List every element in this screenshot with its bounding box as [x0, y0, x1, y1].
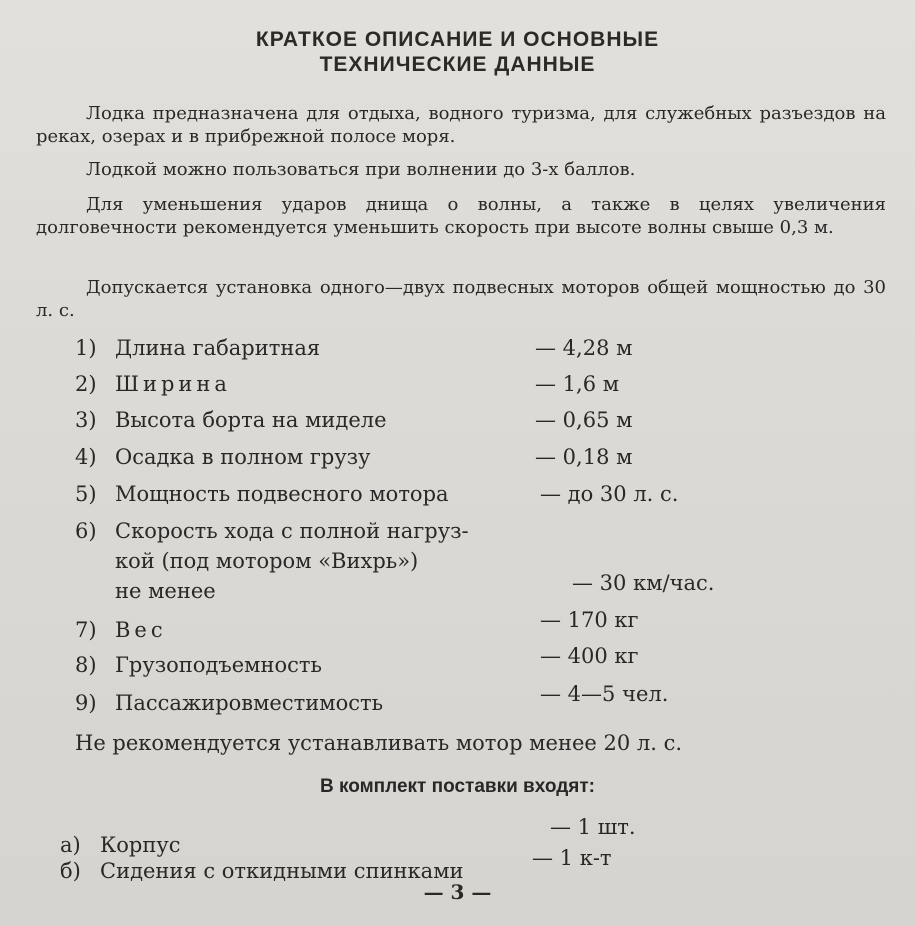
spec-label: Грузоподъемность — [115, 653, 322, 677]
note: Не рекомендуется устанавливать мотор менее 20 л. с. — [75, 731, 683, 755]
spec-value: — 0,65 м — [535, 408, 633, 432]
kit-num: а) — [60, 833, 81, 857]
kit-heading: В комплект поставки входят: — [320, 776, 595, 797]
spec-num: 4) — [75, 445, 97, 469]
spec-label: Скорость хода с полной нагруз- — [115, 519, 469, 543]
spec-num: 5) — [75, 482, 97, 506]
spec-value: — до 30 л. с. — [540, 482, 679, 506]
spec-value: — 4,28 м — [535, 336, 633, 360]
spec-row — [75, 405, 387, 435]
kit-label: Сидения с откидными спинками — [100, 859, 464, 883]
title-line-2: ТЕХНИЧЕСКИЕ ДАННЫЕ — [319, 53, 596, 76]
spec-value: — 0,18 м — [535, 445, 633, 469]
spec-num: 2) — [75, 372, 97, 396]
spec-value: — 170 кг — [540, 608, 639, 632]
spec-row — [75, 479, 449, 509]
spec-row — [75, 442, 371, 472]
paragraph-waves: Лодкой можно пользоваться при волнении до 3-х баллов. — [86, 159, 636, 180]
spec-row — [75, 516, 469, 546]
paragraph-speed-advice: Для уменьшения ударов днища о волны, а также в целях увеличения долговечности рекомендуется уменьшить скорость при высоте волны свыше 0,3 м. — [36, 194, 886, 238]
spec-row — [75, 688, 383, 718]
spec-row — [75, 615, 167, 645]
paragraph-motors: Допускается установка одного—двух подвесных моторов общей мощностью до 30 л. с. — [36, 277, 886, 321]
spec-num: 3) — [75, 408, 97, 432]
spec-label-continued: кой (под мотором «Вихрь») — [115, 549, 419, 573]
spec-label: Длина габаритная — [115, 336, 321, 360]
page-number: — 3 — — [423, 880, 492, 904]
spec-label: Вес — [115, 618, 167, 642]
spec-label: Мощность подвесного мотора — [115, 482, 449, 506]
spec-label: Пассажировместимость — [115, 691, 384, 715]
spec-num: 1) — [75, 336, 97, 360]
kit-num: б) — [60, 859, 81, 883]
spec-value: — 30 км/час. — [572, 571, 715, 595]
spec-label: Ширина — [115, 372, 231, 396]
spec-value: — 4—5 чел. — [540, 682, 669, 706]
spec-label: Высота борта на миделе — [115, 408, 387, 432]
kit-value: — 1 шт. — [550, 815, 636, 839]
spec-num: 8) — [75, 653, 97, 677]
spec-num: 9) — [75, 691, 97, 715]
kit-value: — 1 к-т — [532, 846, 612, 870]
spec-num: 7) — [75, 618, 97, 642]
spec-row — [75, 333, 320, 363]
spec-value: — 1,6 м — [535, 372, 620, 396]
paragraph-purpose: Лодка предназначена для отдыха, водного туризма, для служебных разъездов на реках, озерах и в прибрежной полосе моря. — [36, 103, 886, 147]
spec-num: 6) — [75, 519, 97, 543]
title-line-1: КРАТКОЕ ОПИСАНИЕ И ОСНОВНЫЕ — [255, 28, 660, 51]
spec-label-continued: не менее — [115, 579, 216, 603]
spec-label: Осадка в полном грузу — [115, 445, 371, 469]
kit-label: Корпус — [100, 833, 181, 857]
spec-row — [75, 650, 322, 680]
spec-row — [75, 369, 231, 399]
spec-value: — 400 кг — [540, 644, 639, 668]
